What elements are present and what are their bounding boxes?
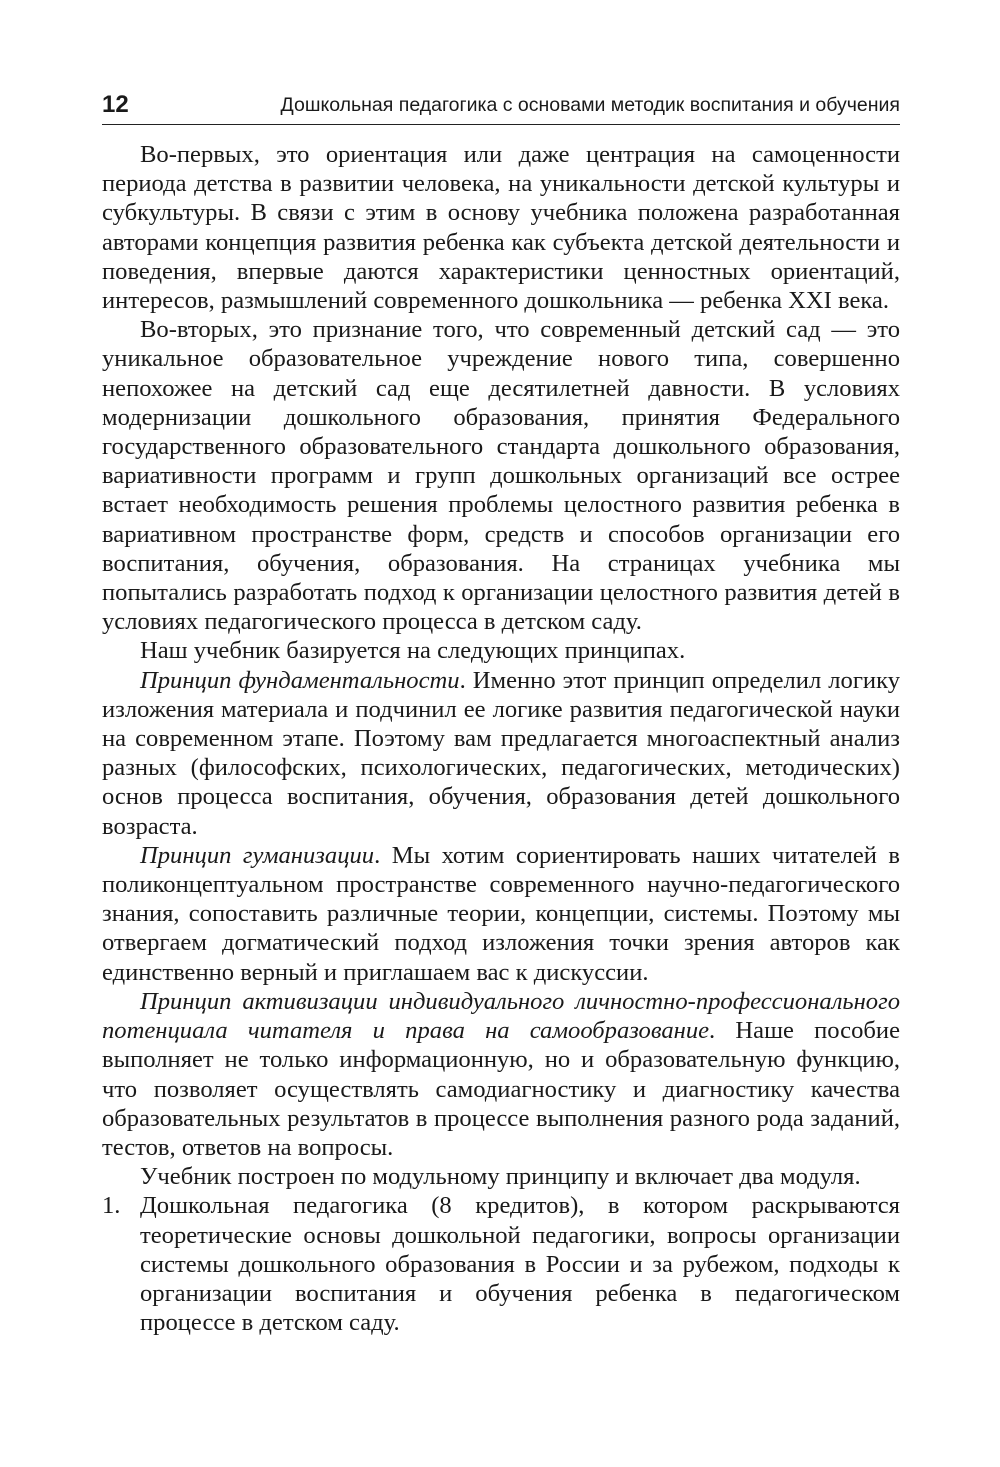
paragraph-lead: Принцип фундаментальности <box>140 666 460 694</box>
paragraph-text: Во-первых, это ориентация или даже центрация на самоценности периода детства в развитии человека, на уникальности детской культуры и субкультуры. В связи с этим в основу учебника положена разработанная авторами концепция развития ребенка как субъекта детской деятельности и поведения, впервые даются характеристики ценностных ориентаций, интересов, размышлений современного дошкольника — ребенка XXI века. <box>102 141 900 315</box>
paragraph <box>102 140 900 315</box>
paragraph <box>102 1162 900 1191</box>
paragraph-text: Во-вторых, это признание того, что современный детский сад — это уникальное образовательное учреждение нового типа, совершенно непохожее на детский сад еще десятилетней давности. В условиях модернизации дошкольного образования, принятия Федерального государственного образовательного стандарта дошкольного образования, вариативности программ и групп дошкольных организаций все острее встает необходимость решения проблемы целостного развития ребенка в вариативном пространстве форм, средств и способов организации его воспитания, обучения, образования. На страницах учебника мы попытались разработать подход к организации целостного развития детей в условиях педагогического процесса в детском саду. <box>102 316 900 636</box>
paragraph-text: . Наше пособие выполняет не только информационную, но и образовательную функцию, что позволяет осуществлять самодиагностику и диагностику качества образовательных результатов в процессе выполнения разного рода заданий, тестов, ответов на вопросы. <box>102 1017 900 1161</box>
paragraph-text: . Именно этот принцип определил логику изложения материала и подчинил ее логике развития педагогической науки на современном этапе. Поэтому вам предлагается многоаспектный анализ разных (философских, психологических, педагогических, методических) основ процесса воспитания, обучения, образования детей дошкольного возраста. <box>102 666 900 840</box>
paragraph <box>102 636 900 665</box>
list-item-text: Дошкольная педагогика (8 кредитов), в котором раскрываются теоретические основы дошкольной педагогики, вопросы организации системы дошкольного образования в России и за рубежом, подходы к организации воспитания и обучения ребенка в педагогическом процессе в детском саду. <box>140 1192 900 1337</box>
paragraph-lead: Принцип гуманизации <box>140 841 375 869</box>
page-number: 12 <box>102 91 129 118</box>
running-title: Дошкольная педагогика с основами методик воспитания и обучения <box>280 94 900 116</box>
paragraph-lead: Принцип активизации индивидуального личностно-профессионального потенциала читателя и права на самообразование <box>102 987 900 1045</box>
list-item-number: 1. <box>102 1192 121 1220</box>
paragraph <box>102 987 900 1162</box>
paragraph-text: . Мы хотим сориентировать наших читателей в поликонцептуальном пространстве современного научно-педагогического знания, сопоставить различные теории, концепции, системы. Поэтому мы отвергаем догматический подход изложения точки зрения авторов как единственно верный и приглашаем вас к дискуссии. <box>102 841 900 986</box>
paragraph <box>102 841 900 987</box>
paragraph-text: Учебник построен по модульному принципу и включает два модуля. <box>140 1163 861 1191</box>
paragraph <box>102 315 900 636</box>
body-text <box>102 140 900 1337</box>
module-list <box>102 1191 900 1337</box>
list-item <box>102 1191 900 1337</box>
paragraph <box>102 666 900 841</box>
paragraph-text: Наш учебник базируется на следующих принципах. <box>140 637 686 665</box>
running-head <box>102 88 900 125</box>
